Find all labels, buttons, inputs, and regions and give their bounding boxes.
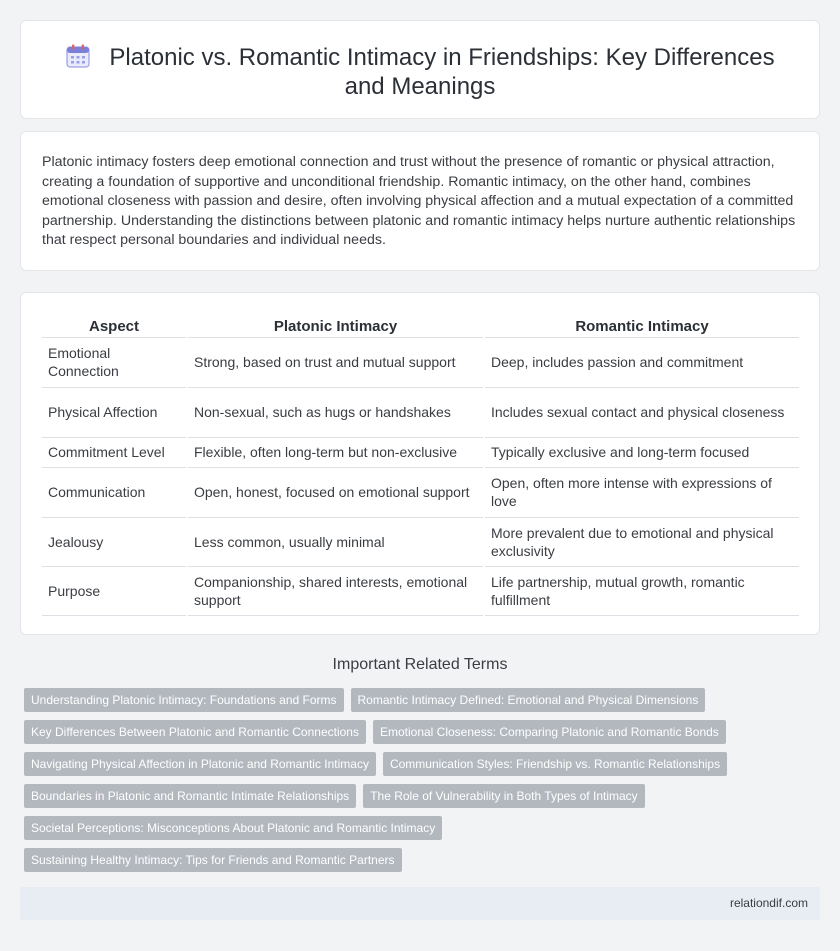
table-row bbox=[42, 517, 799, 566]
related-term-tag[interactable]: Societal Perceptions: Misconceptions About Platonic and Romantic Intimacy bbox=[24, 816, 442, 840]
footer-bar bbox=[20, 887, 820, 920]
related-term-tag[interactable]: Emotional Closeness: Comparing Platonic and Romantic Bonds bbox=[373, 720, 726, 744]
calendar-icon bbox=[65, 43, 91, 69]
cell-aspect: Physical Affection bbox=[42, 387, 187, 437]
cell-romantic: Typically exclusive and long-term focused bbox=[484, 437, 799, 467]
page-title: Platonic vs. Romantic Intimacy in Friendships: Key Differences and Meanings bbox=[109, 44, 775, 100]
related-term-tag[interactable]: Communication Styles: Friendship vs. Romantic Relationships bbox=[383, 752, 727, 776]
table-row bbox=[42, 437, 799, 467]
cell-aspect: Jealousy bbox=[42, 517, 187, 566]
cell-platonic: Less common, usually minimal bbox=[187, 517, 484, 566]
related-term-tag[interactable]: Navigating Physical Affection in Platonic and Romantic Intimacy bbox=[24, 752, 376, 776]
cell-romantic: More prevalent due to emotional and physical exclusivity bbox=[484, 517, 799, 566]
cell-platonic: Non-sexual, such as hugs or handshakes bbox=[187, 387, 484, 437]
cell-platonic: Strong, based on trust and mutual support bbox=[187, 337, 484, 387]
related-term-tag[interactable]: Key Differences Between Platonic and Romantic Connections bbox=[24, 720, 366, 744]
header-platonic: Platonic Intimacy bbox=[187, 315, 484, 337]
intro-paragraph: Platonic intimacy fosters deep emotional connection and trust without the presence of romantic or physical attraction, creating a foundation of supportive and unconditional friendship. Romantic intimacy, on the other hand, combines emotional closeness with passion and desire, often involving physical affection and a mutual expectation of a committed partnership. Understanding the distinctions between platonic and romantic intimacy helps nurture authentic relationships that respect personal boundaries and individual needs. bbox=[42, 154, 796, 248]
header-aspect: Aspect bbox=[42, 315, 187, 337]
cell-platonic: Flexible, often long-term but non-exclusive bbox=[187, 437, 484, 467]
related-term-tag[interactable]: The Role of Vulnerability in Both Types of Intimacy bbox=[363, 784, 644, 808]
comparison-table-card bbox=[20, 292, 820, 635]
related-term-tag[interactable]: Understanding Platonic Intimacy: Foundations and Forms bbox=[24, 688, 344, 712]
cell-romantic: Open, often more intense with expressions of love bbox=[484, 467, 799, 517]
header-card bbox=[20, 20, 820, 119]
table-header-row bbox=[42, 315, 799, 337]
cell-aspect: Emotional Connection bbox=[42, 337, 187, 387]
cell-aspect: Purpose bbox=[42, 566, 187, 615]
cell-platonic: Open, honest, focused on emotional support bbox=[187, 467, 484, 517]
cell-romantic: Deep, includes passion and commitment bbox=[484, 337, 799, 387]
table-row bbox=[42, 467, 799, 517]
page-title-wrap bbox=[61, 43, 779, 101]
table-row bbox=[42, 566, 799, 615]
footer-site-link[interactable]: relationdif.com bbox=[729, 896, 808, 910]
cell-romantic: Life partnership, mutual growth, romantic fulfillment bbox=[484, 566, 799, 615]
related-terms-list bbox=[24, 688, 764, 880]
related-term-tag[interactable]: Romantic Intimacy Defined: Emotional and Physical Dimensions bbox=[351, 688, 706, 712]
header-romantic: Romantic Intimacy bbox=[484, 315, 799, 337]
intro-card bbox=[20, 131, 820, 271]
cell-aspect: Communication bbox=[42, 467, 187, 517]
cell-romantic: Includes sexual contact and physical closeness bbox=[484, 387, 799, 437]
related-terms-title: Important Related Terms bbox=[332, 656, 508, 673]
related-term-tag[interactable]: Boundaries in Platonic and Romantic Intimate Relationships bbox=[24, 784, 356, 808]
table-row bbox=[42, 387, 799, 437]
cell-platonic: Companionship, shared interests, emotional support bbox=[187, 566, 484, 615]
cell-aspect: Commitment Level bbox=[42, 437, 187, 467]
table-row bbox=[42, 337, 799, 387]
comparison-table bbox=[42, 315, 799, 616]
related-term-tag[interactable]: Sustaining Healthy Intimacy: Tips for Friends and Romantic Partners bbox=[24, 848, 402, 872]
